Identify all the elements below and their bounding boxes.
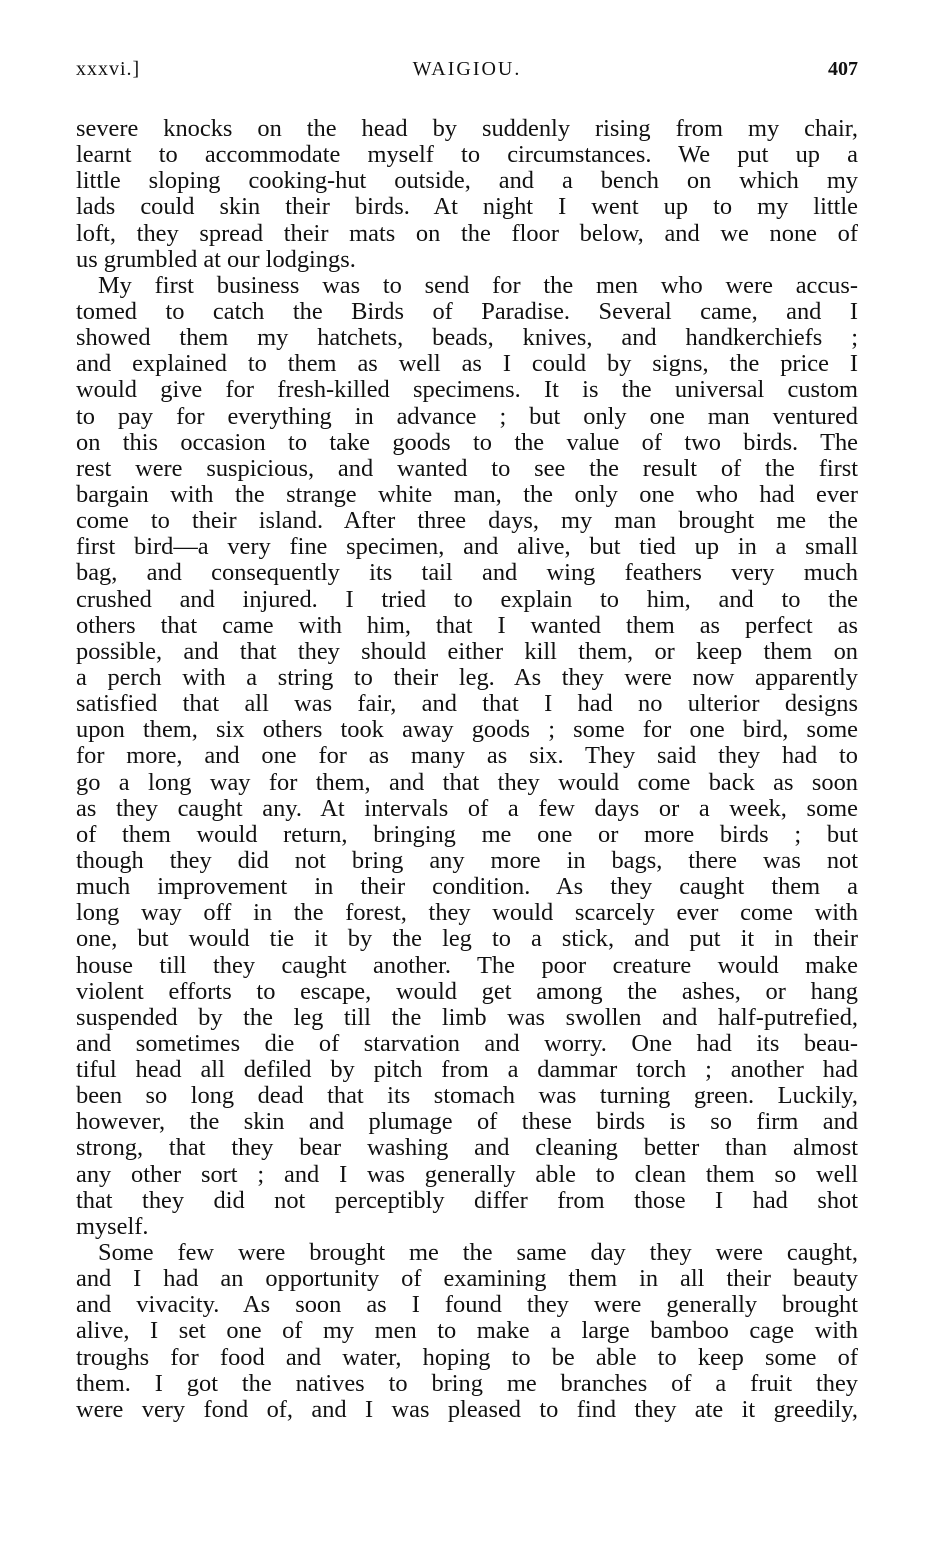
text-line: though they did not bring any more in bags, there was not <box>76 847 858 874</box>
text-line: of them would return, bringing me one or more birds ; but <box>76 821 858 848</box>
text-line: strong, that they bear washing and cleaning better than almost <box>76 1135 858 1162</box>
text-line: us grumbled at our lodgings. <box>76 246 356 273</box>
text-line: go a long way for them, and that they would come back as soon <box>76 769 858 796</box>
text-line: house till they caught another. The poor creature would make <box>76 952 858 979</box>
text-line: alive, I set one of my men to make a large bamboo cage with <box>76 1318 858 1345</box>
text-line: Some few were brought me the same day they were caught, <box>98 1240 858 1267</box>
text-line: little sloping cooking-hut outside, and a bench on which my <box>76 168 858 195</box>
text-line: tiful head all defiled by pitch from a dammar torch ; another had <box>76 1057 858 1084</box>
text-line: My first business was to send for the men who were accus- <box>98 272 858 299</box>
text-line: were very fond of, and I was pleased to find they ate it greedily, <box>76 1396 858 1423</box>
text-line: long way off in the forest, they would scarcely ever come with <box>76 900 858 927</box>
text-line: to pay for everything in advance ; but only one man ventured <box>76 403 858 430</box>
text-line: bargain with the strange white man, the only one who had ever <box>76 481 858 508</box>
text-line: and vivacity. As soon as I found they were generally brought <box>76 1292 858 1319</box>
text-line: been so long dead that its stomach was turning green. Luckily, <box>76 1083 858 1110</box>
text-line: lads could skin their birds. At night I went up to my little <box>76 194 858 221</box>
chapter-marker: xxxvi.] <box>76 58 141 80</box>
running-title: WAIGIOU. <box>412 58 522 80</box>
text-line: a perch with a string to their leg. As they were now apparently <box>76 664 858 691</box>
text-line: crushed and injured. I tried to explain to him, and to the <box>76 586 858 613</box>
text-line: upon them, six others took away goods ; some for one bird, some <box>76 717 858 744</box>
text-line: and I had an opportunity of examining them in all their beauty <box>76 1266 858 1293</box>
body-text <box>76 116 858 1423</box>
text-line: myself. <box>76 1213 149 1240</box>
text-line: as they caught any. At intervals of a few days or a week, some <box>76 795 858 822</box>
text-line: for more, and one for as many as six. They said they had to <box>76 743 858 770</box>
text-line: others that came with him, that I wanted them as perfect as <box>76 612 858 639</box>
text-line: and explained to them as well as I could by signs, the price I <box>76 351 858 378</box>
text-line: severe knocks on the head by suddenly rising from my chair, <box>76 116 858 142</box>
text-line: troughs for food and water, hoping to be able to keep some of <box>76 1344 858 1371</box>
text-line: bag, and consequently its tail and wing feathers very much <box>76 560 858 587</box>
running-head <box>76 58 858 86</box>
text-line: rest were suspicious, and wanted to see the result of the first <box>76 455 858 482</box>
text-line: would give for fresh-killed specimens. It is the universal custom <box>76 377 858 404</box>
text-line: much improvement in their condition. As they caught them a <box>76 874 858 901</box>
text-line: and sometimes die of starvation and worry. One had its beau- <box>76 1030 858 1057</box>
text-line: on this occasion to take goods to the value of two birds. The <box>76 429 858 456</box>
text-line: any other sort ; and I was generally able to clean them so well <box>76 1161 858 1188</box>
text-line: tomed to catch the Birds of Paradise. Several came, and I <box>76 298 858 325</box>
text-line: first bird—a very fine specimen, and alive, but tied up in a small <box>76 534 858 561</box>
text-line: showed them my hatchets, beads, knives, and handkerchiefs ; <box>76 325 858 352</box>
text-line: come to their island. After three days, my man brought me the <box>76 508 858 535</box>
text-line: learnt to accommodate myself to circumstances. We put up a <box>76 142 858 169</box>
text-line: that they did not perceptibly differ from those I had shot <box>76 1187 858 1214</box>
page-number: 407 <box>828 58 858 80</box>
text-line: one, but would tie it by the leg to a stick, and put it in their <box>76 926 858 953</box>
text-line: loft, they spread their mats on the floor below, and we none of <box>76 220 858 247</box>
text-line: however, the skin and plumage of these birds is so firm and <box>76 1109 858 1136</box>
text-line: suspended by the leg till the limb was swollen and half-putrefied, <box>76 1004 858 1031</box>
text-line: them. I got the natives to bring me branches of a fruit they <box>76 1370 858 1397</box>
text-line: possible, and that they should either kill them, or keep them on <box>76 638 858 665</box>
text-line: satisfied that all was fair, and that I had no ulterior designs <box>76 691 858 718</box>
text-line: violent efforts to escape, would get among the ashes, or hang <box>76 978 858 1005</box>
